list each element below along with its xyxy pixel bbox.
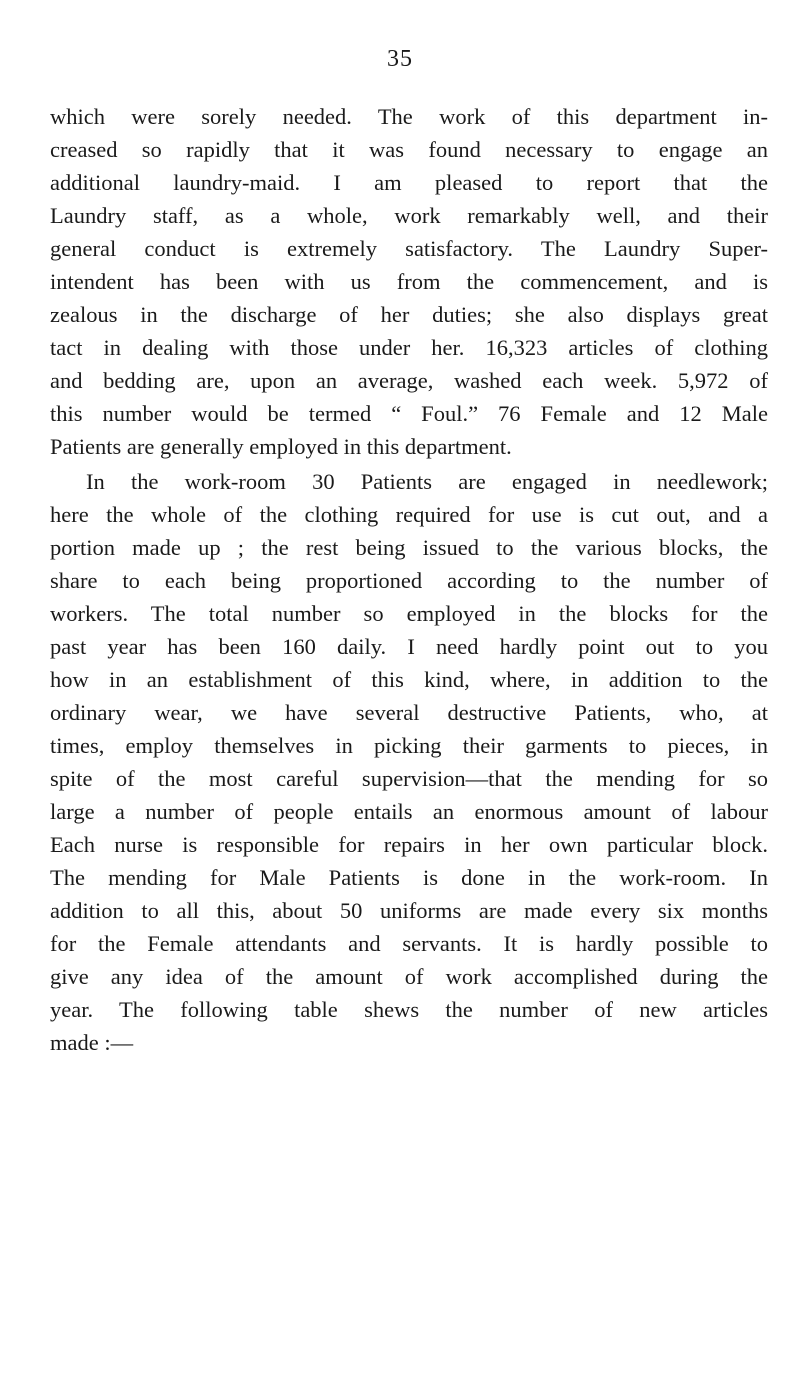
text-line: The mending for Male Patients is done in the work-room. In — [50, 865, 768, 890]
text-line: how in an establishment of this kind, where, in addition to the — [50, 667, 768, 692]
text-line: made :— — [50, 1030, 134, 1055]
text-line: In the work-room 30 Patients are engaged in needlework; — [86, 469, 768, 494]
text-line: ordinary wear, we have several destructive Patients, who, at — [50, 700, 768, 725]
text-line: for the Female attendants and servants. It is hardly possible to — [50, 931, 768, 956]
text-line: which were sorely needed. The work of this department in- — [50, 104, 768, 129]
text-line: year. The following table shews the number of new articles — [50, 997, 768, 1022]
text-line: here the whole of the clothing required for use is cut out, and a — [50, 502, 768, 527]
text-line: and bedding are, upon an average, washed each week. 5,972 of — [50, 368, 768, 393]
text-line: Each nurse is responsible for repairs in her own particular block. — [50, 832, 768, 857]
text-line: general conduct is extremely satisfactory. The Laundry Super- — [50, 236, 768, 261]
text-line: Laundry staff, as a whole, work remarkably well, and their — [50, 203, 768, 228]
text-line: Patients are generally employed in this department. — [50, 434, 512, 459]
text-line: past year has been 160 daily. I need hardly point out to you — [50, 634, 768, 659]
text-line: additional laundry-maid. I am pleased to report that the — [50, 170, 768, 195]
text-line: spite of the most careful supervision—that the mending for so — [50, 766, 768, 791]
text-line: this number would be termed “ Foul.” 76 Female and 12 Male — [50, 401, 768, 426]
text-line: intendent has been with us from the commencement, and is — [50, 269, 768, 294]
text-line: portion made up ; the rest being issued to the various blocks, the — [50, 535, 768, 560]
text-line: zealous in the discharge of her duties; she also displays great — [50, 302, 768, 327]
text-line: give any idea of the amount of work accomplished during the — [50, 964, 768, 989]
text-line: share to each being proportioned according to the number of — [50, 568, 768, 593]
page-number: 35 — [387, 46, 413, 72]
text-line: creased so rapidly that it was found necessary to engage an — [50, 137, 768, 162]
text-line: large a number of people entails an enormous amount of labour — [50, 799, 768, 824]
text-line: workers. The total number so employed in the blocks for the — [50, 601, 768, 626]
text-line: addition to all this, about 50 uniforms are made every six months — [50, 898, 768, 923]
text-line: times, employ themselves in picking their garments to pieces, in — [50, 733, 768, 758]
text-line: tact in dealing with those under her. 16,323 articles of clothing — [50, 335, 768, 360]
paragraph-laundry — [50, 100, 768, 463]
paragraph-workroom — [50, 465, 768, 1059]
